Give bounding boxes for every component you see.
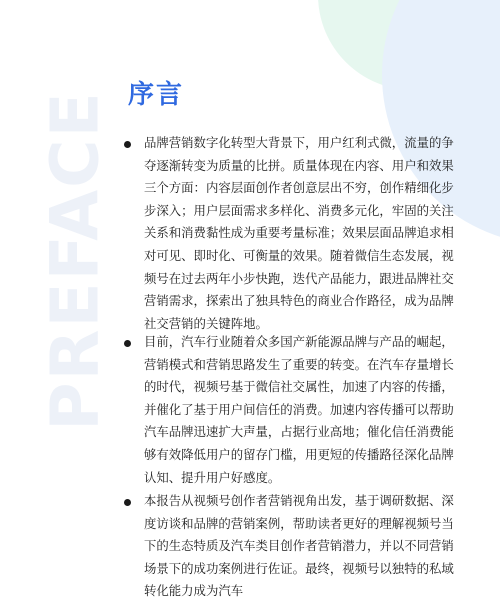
bullet-icon	[124, 340, 131, 347]
paragraph-1	[124, 132, 464, 335]
paragraph-text: 品牌营销数字化转型大背景下，用户红利式微，流量的争夺逐渐转变为质量的比拼。质量体现在内容、用户和效果三个方面：内容层面创作者创意层出不穷，创作精细化步步深入；用户层面需求多样化、消费多元化，牢固的关注关系和消费黏性成为重要考量标准；效果层面品牌追求相对可见、即时化、可衡量的效果。随着微信生态发展，视频号在过去两年小步快跑，迭代产品能力，跟进品牌社交营销需求，探索出了独具特色的商业合作路径，成为品牌社交营销的关键阵地。	[144, 135, 454, 331]
preface-watermark	[30, 60, 120, 460]
paragraph-2	[124, 331, 464, 489]
watermark-text: PREFACE	[36, 89, 114, 431]
bullet-icon	[124, 141, 131, 148]
page-title: 序言	[128, 80, 185, 110]
bullet-icon	[124, 499, 131, 506]
paragraph-3	[124, 490, 464, 603]
paragraph-text: 目前，汽车行业随着众多国产新能源品牌与产品的崛起，营销模式和营销思路发生了重要的转变。在汽车存量增长的时代，视频号基于微信社交属性，加速了内容的传播，并催化了基于用户间信任的消费。加速内容传播可以帮助汽车品牌迅速扩大声量，占据行业高地；催化信任消费能够有效降低用户的留存门槛，用更短的传播路径深化品牌认知、提升用户好感度。	[144, 334, 454, 485]
paragraph-text: 本报告从视频号创作者营销视角出发，基于调研数据、深度访谈和品牌的营销案例，帮助读者更好的理解视频号当下的生态特质及汽车类目创作者营销潜力，并以不同营销场景下的成功案例进行佐证。最终，视频号以独特的私域转化能力成为汽车	[144, 493, 454, 599]
